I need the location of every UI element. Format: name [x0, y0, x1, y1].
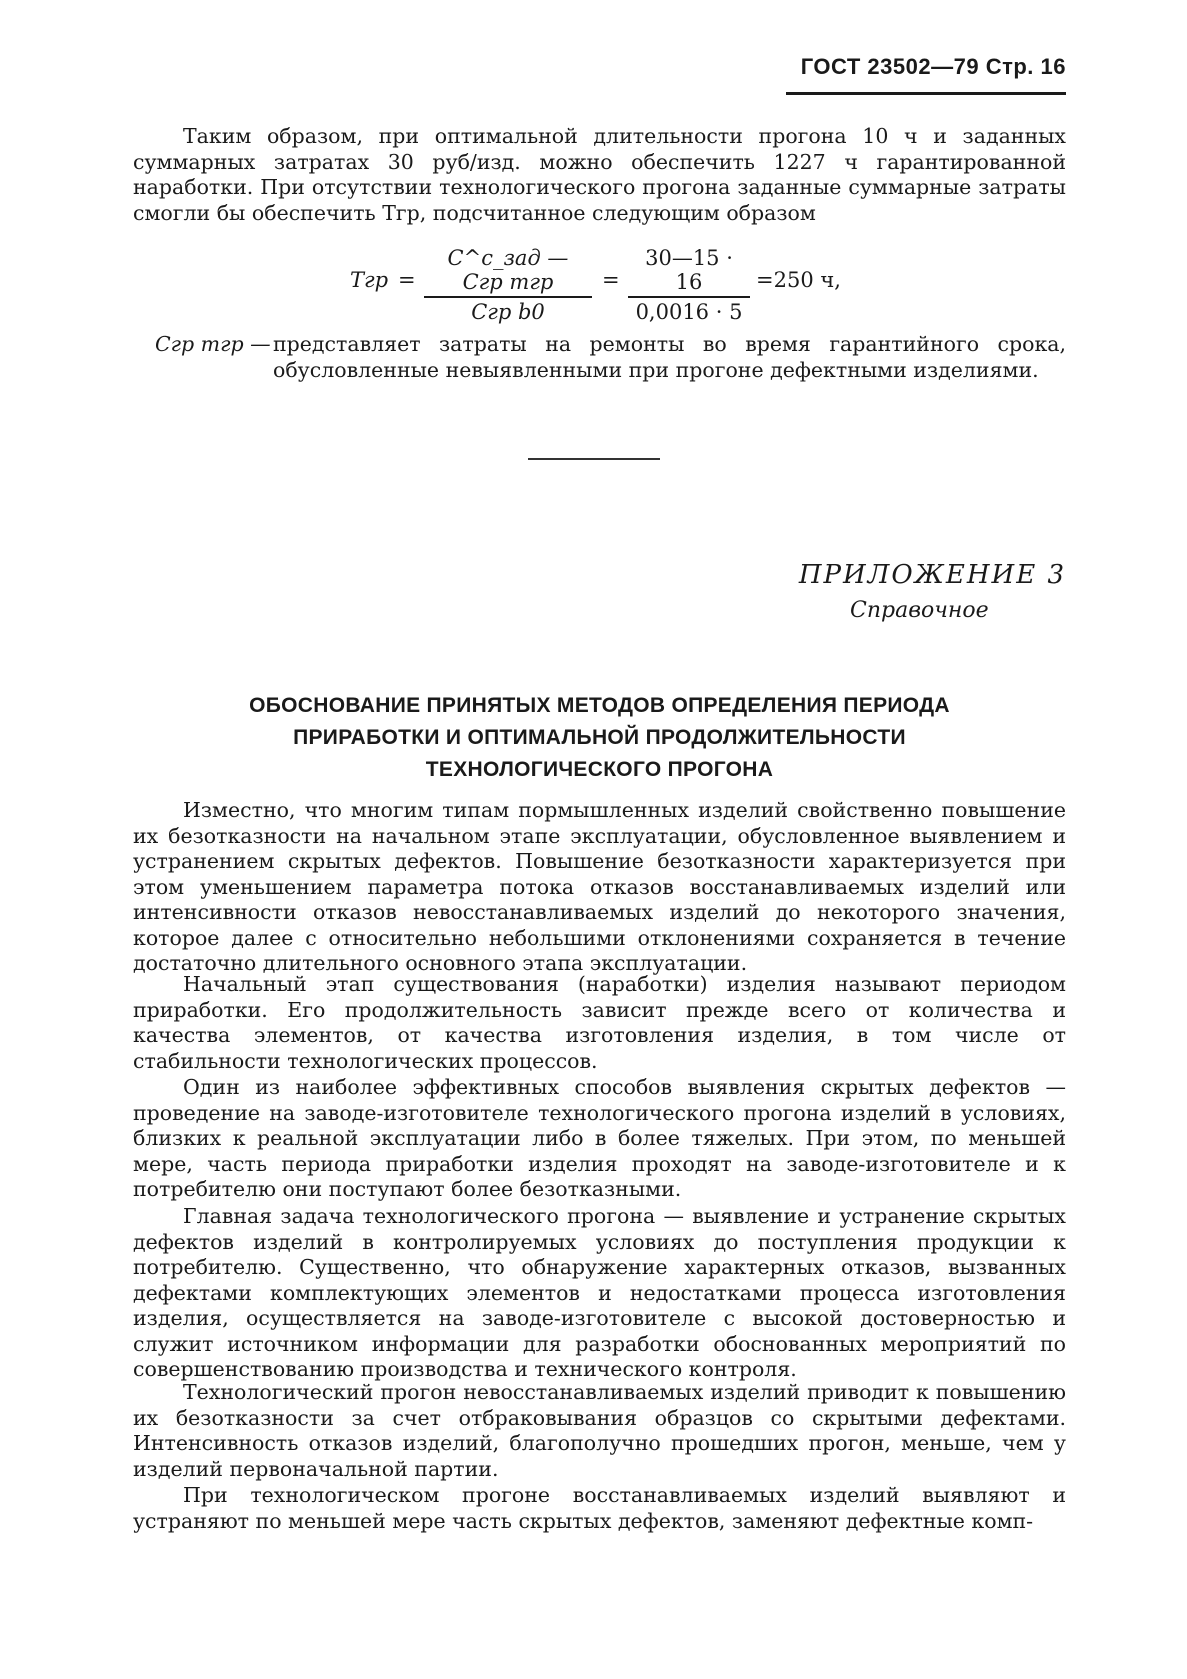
section-title-line-3: ТЕХНОЛОГИЧЕСКОГО ПРОГОНА [425, 758, 774, 781]
fraction-bar [628, 296, 750, 298]
body-paragraph-text: Один из наиболее эффективных способов выявления скрытых дефектов — проведение на заводе-изготовителе технологического прогона изделий в условиях, близких к реальной эксплуатации либо в более тяжелых. При этом, по меньшей мере, часть периода приработки изделия проходят на заводе-изготовителе и к потребителю они поступают более безотказными. [133, 1075, 1066, 1201]
header-rule [786, 92, 1066, 95]
formula-fraction-2 [628, 246, 750, 324]
section-title [133, 690, 1066, 786]
body-paragraph-text: Технологический прогон невосстанавливаемых изделий приводит к повышению их безотказности за счет отбраковывания образцов со скрытыми дефектами. Интенсивность отказов изделий, благополучно прошедших прогон, меньше, чем у изделий первоначальной партии. [133, 1380, 1066, 1481]
appendix-subtitle: Справочное [850, 598, 989, 623]
body-paragraph-6 [133, 1483, 1066, 1534]
definition-text: представляет затраты на ремонты во время гарантийного срока, обусловленные невыявленными при прогоне дефектными изделиями. [273, 332, 1066, 382]
formula-equals-1: = [398, 268, 416, 292]
section-title-line-2: ПРИРАБОТКИ И ОПТИМАЛЬНОЙ ПРОДОЛЖИТЕЛЬНОСТИ [293, 726, 906, 749]
body-paragraph-text: Главная задача технологического прогона — выявление и устранение скрытых дефектов изделий в контролируемых условиях до поступления продукции к потребителю. Существенно, что обнаружение характерных отказов, вызванных дефектами комплектующих элементов и недостатками процесса изготовления изделия, осуществляется на заводе-изготовителе с высокой достоверностью и служит источником информации для разработки обоснованных мероприятий по совершенствованию производства и технического контроля. [133, 1204, 1066, 1381]
definition-term: Cгр mгр — [155, 332, 271, 356]
appendix-title: ПРИЛОЖЕНИЕ 3 [798, 560, 1066, 590]
section-title-line-1: ОБОСНОВАНИЕ ПРИНЯТЫХ МЕТОДОВ ОПРЕДЕЛЕНИЯ ПЕРИОДА [249, 694, 950, 717]
formula-frac1-denominator: Cгр b0 [471, 299, 545, 324]
formula-frac2-numerator: 30—15 · 16 [645, 246, 733, 294]
body-paragraph-4 [133, 1204, 1066, 1383]
formula-frac2-denominator: 0,0016 · 5 [635, 299, 743, 324]
formula-result: =250 ч, [756, 268, 841, 292]
formula-equals-2: = [602, 268, 620, 292]
body-paragraph-1 [133, 798, 1066, 977]
formula [350, 246, 910, 324]
intro-paragraph-text: Таким образом, при оптимальной длительности прогона 10 ч и заданных суммарных затратах 30 руб/изд. можно обеспечить 1227 ч гарантированной наработки. При отсутствии технологического прогона заданные суммарные затраты смогли бы обеспечить Tгр, подсчитанное следующим образом [133, 124, 1066, 225]
formula-frac1-numerator: C^c_зад — Cгр mгр [447, 246, 569, 294]
body-paragraph-text: Изместно, что многим типам пормышленных изделий свойственно повышение их безотказности на начальном этапе эксплуатации, обусловленное выявлением и устранением скрытых дефектов. Повышение безотказности характеризуется при этом уменьшением параметра потока отказов восстанавливаемых изделий или интенсивности отказов невосстанавливаемых изделий до некоторого значения, которое далее с относительно небольшими отклонениями сохраняется в течение достаточно длительного основного этапа эксплуатации. [133, 798, 1066, 975]
formula-fraction-1 [424, 246, 592, 324]
body-paragraph-5 [133, 1380, 1066, 1482]
section-divider [528, 458, 660, 460]
body-paragraph-2 [133, 972, 1066, 1074]
formula-lhs: Tгр [350, 268, 389, 292]
body-paragraph-text: Начальный этап существования (наработки) изделия называют периодом приработки. Его продолжительность зависит прежде всего от количества и качества элементов, от качества изготовления изделия, в том числе от стабильности технологических процессов. [133, 972, 1066, 1073]
intro-paragraph [133, 124, 1066, 226]
page-header: ГОСТ 23502—79 Стр. 16 [800, 54, 1066, 79]
body-paragraph-3 [133, 1075, 1066, 1203]
fraction-bar [424, 296, 592, 298]
body-paragraph-text: При технологическом прогоне восстанавливаемых изделий выявляют и устраняют по меньшей мере часть скрытых дефектов, заменяют дефектные комп- [133, 1483, 1066, 1533]
